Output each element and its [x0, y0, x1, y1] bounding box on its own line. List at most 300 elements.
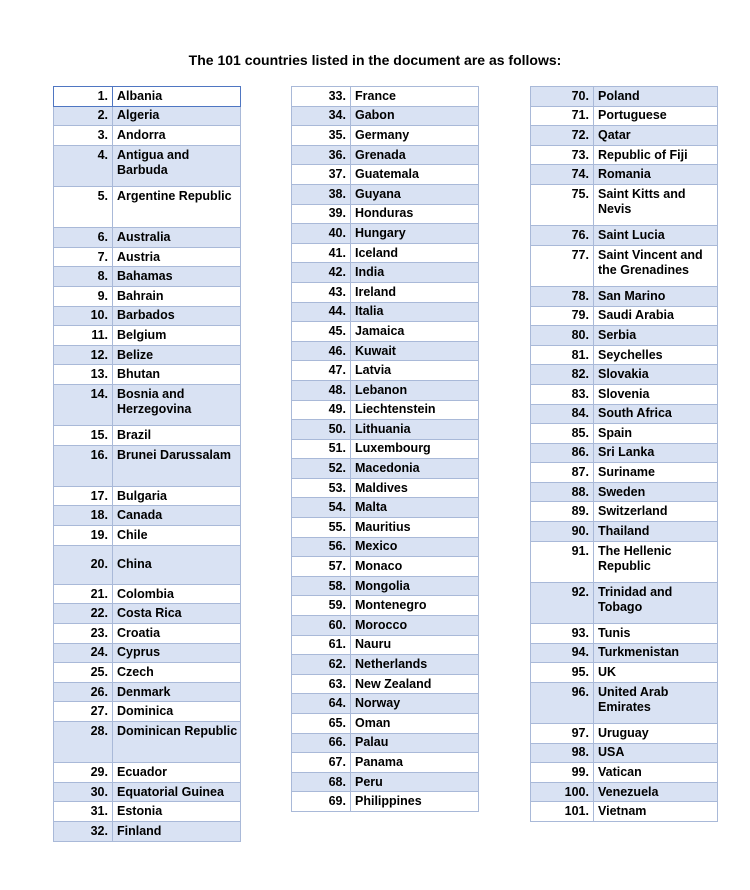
country-number: 16. [54, 445, 113, 486]
country-column-1 [53, 86, 241, 842]
country-row [531, 624, 718, 644]
country-name: New Zealand [351, 674, 479, 694]
country-number: 60. [292, 616, 351, 636]
country-name: Jamaica [351, 322, 479, 342]
country-number: 84. [531, 404, 594, 424]
country-number: 51. [292, 439, 351, 459]
country-name: Morocco [351, 616, 479, 636]
country-row [531, 326, 718, 346]
country-row [54, 106, 241, 126]
country-number: 13. [54, 365, 113, 385]
country-number: 78. [531, 286, 594, 306]
country-row [531, 404, 718, 424]
country-row [292, 341, 479, 361]
country-row [292, 733, 479, 753]
country-row [292, 498, 479, 518]
country-row [54, 782, 241, 802]
country-row [531, 802, 718, 822]
country-number: 40. [292, 224, 351, 244]
country-name: Antigua and Barbuda [113, 145, 241, 186]
country-row [54, 821, 241, 841]
country-name: Bosnia and Herzegovina [113, 384, 241, 425]
country-row [531, 165, 718, 185]
country-number: 46. [292, 341, 351, 361]
country-number: 67. [292, 753, 351, 773]
country-row [531, 763, 718, 783]
country-row [54, 802, 241, 822]
country-row [54, 763, 241, 783]
country-name: Mexico [351, 537, 479, 557]
country-row [531, 782, 718, 802]
country-number: 92. [531, 582, 594, 623]
country-name: Barbados [113, 306, 241, 326]
country-row [531, 306, 718, 326]
country-name: Denmark [113, 682, 241, 702]
country-number: 48. [292, 380, 351, 400]
country-row [292, 537, 479, 557]
country-name: Estonia [113, 802, 241, 822]
country-name: Republic of Fiji [594, 145, 718, 165]
country-row [531, 541, 718, 582]
country-number: 21. [54, 584, 113, 604]
country-name: Seychelles [594, 345, 718, 365]
country-number: 11. [54, 326, 113, 346]
country-number: 72. [531, 126, 594, 146]
country-row [54, 643, 241, 663]
country-name: Venezuela [594, 782, 718, 802]
country-name: Gabon [351, 106, 479, 126]
country-number: 71. [531, 106, 594, 126]
country-number: 37. [292, 165, 351, 185]
country-name: Qatar [594, 126, 718, 146]
country-name: Luxembourg [351, 439, 479, 459]
country-row [292, 380, 479, 400]
country-row [54, 526, 241, 546]
country-number: 61. [292, 635, 351, 655]
country-row [531, 87, 718, 107]
country-name: Macedonia [351, 459, 479, 479]
country-name: Bahamas [113, 267, 241, 287]
country-row [54, 506, 241, 526]
country-row [54, 663, 241, 683]
country-number: 94. [531, 643, 594, 663]
country-name: Maldives [351, 478, 479, 498]
country-name: Uruguay [594, 724, 718, 744]
country-number: 101. [531, 802, 594, 822]
country-name: Equatorial Guinea [113, 782, 241, 802]
country-row [54, 306, 241, 326]
country-name: Bulgaria [113, 486, 241, 506]
country-number: 66. [292, 733, 351, 753]
country-number: 22. [54, 604, 113, 624]
country-row [54, 584, 241, 604]
country-name: Argentine Republic [113, 186, 241, 227]
country-name: Lebanon [351, 380, 479, 400]
country-row [292, 126, 479, 146]
country-name: Hungary [351, 224, 479, 244]
country-number: 28. [54, 722, 113, 763]
country-name: Croatia [113, 624, 241, 644]
country-name: Peru [351, 772, 479, 792]
country-name: Australia [113, 228, 241, 248]
country-name: Colombia [113, 584, 241, 604]
country-number: 83. [531, 384, 594, 404]
country-number: 24. [54, 643, 113, 663]
country-row [54, 186, 241, 227]
country-row [292, 322, 479, 342]
country-name: San Marino [594, 286, 718, 306]
country-number: 64. [292, 694, 351, 714]
country-number: 6. [54, 228, 113, 248]
country-number: 100. [531, 782, 594, 802]
country-row [54, 365, 241, 385]
country-number: 38. [292, 184, 351, 204]
country-name: Austria [113, 247, 241, 267]
country-number: 52. [292, 459, 351, 479]
country-number: 23. [54, 624, 113, 644]
country-row [292, 165, 479, 185]
country-row [54, 267, 241, 287]
country-number: 3. [54, 126, 113, 146]
country-name: Saint Vincent and the Grenadines [594, 245, 718, 286]
country-number: 57. [292, 557, 351, 577]
country-row [54, 384, 241, 425]
country-name: Ecuador [113, 763, 241, 783]
country-number: 59. [292, 596, 351, 616]
country-number: 58. [292, 576, 351, 596]
country-number: 75. [531, 184, 594, 225]
country-number: 76. [531, 226, 594, 246]
country-name: Cyprus [113, 643, 241, 663]
country-name: Ireland [351, 282, 479, 302]
country-row [292, 674, 479, 694]
country-row [54, 624, 241, 644]
country-name: Tunis [594, 624, 718, 644]
country-name: Oman [351, 714, 479, 734]
country-name: Brunei Darussalam [113, 445, 241, 486]
country-number: 50. [292, 420, 351, 440]
country-number: 35. [292, 126, 351, 146]
country-row [292, 635, 479, 655]
country-number: 18. [54, 506, 113, 526]
country-number: 26. [54, 682, 113, 702]
country-row [54, 722, 241, 763]
country-name: Poland [594, 87, 718, 107]
country-name: Albania [113, 87, 241, 107]
country-number: 41. [292, 243, 351, 263]
country-row [531, 463, 718, 483]
country-row [54, 326, 241, 346]
country-row [54, 126, 241, 146]
country-row [292, 714, 479, 734]
country-name: Vietnam [594, 802, 718, 822]
country-name: Chile [113, 526, 241, 546]
country-row [292, 772, 479, 792]
country-row [531, 643, 718, 663]
country-row [292, 263, 479, 283]
country-name: China [113, 545, 241, 584]
country-number: 55. [292, 518, 351, 538]
country-row [531, 482, 718, 502]
country-row [531, 126, 718, 146]
country-row [292, 243, 479, 263]
country-name: Liechtenstein [351, 400, 479, 420]
country-number: 47. [292, 361, 351, 381]
country-number: 42. [292, 263, 351, 283]
country-row [54, 228, 241, 248]
country-name: Montenegro [351, 596, 479, 616]
country-number: 86. [531, 443, 594, 463]
country-row [531, 365, 718, 385]
country-name: Saudi Arabia [594, 306, 718, 326]
country-name: Panama [351, 753, 479, 773]
country-name: Dominica [113, 702, 241, 722]
country-name: Suriname [594, 463, 718, 483]
country-name: Nauru [351, 635, 479, 655]
country-name: Bhutan [113, 365, 241, 385]
country-number: 85. [531, 424, 594, 444]
country-number: 96. [531, 682, 594, 723]
country-name: Brazil [113, 426, 241, 446]
country-name: Czech [113, 663, 241, 683]
country-number: 99. [531, 763, 594, 783]
country-name: Latvia [351, 361, 479, 381]
country-number: 80. [531, 326, 594, 346]
country-number: 15. [54, 426, 113, 446]
country-number: 1. [54, 87, 113, 107]
country-number: 70. [531, 87, 594, 107]
country-name: Turkmenistan [594, 643, 718, 663]
country-row [531, 245, 718, 286]
country-number: 33. [292, 87, 351, 107]
country-name: Lithuania [351, 420, 479, 440]
country-name: Sweden [594, 482, 718, 502]
country-row [54, 702, 241, 722]
country-row [292, 655, 479, 675]
country-number: 14. [54, 384, 113, 425]
country-name: Sri Lanka [594, 443, 718, 463]
country-number: 95. [531, 663, 594, 683]
country-row [531, 384, 718, 404]
country-row [531, 582, 718, 623]
country-name: India [351, 263, 479, 283]
country-number: 43. [292, 282, 351, 302]
country-name: Netherlands [351, 655, 479, 675]
country-number: 34. [292, 106, 351, 126]
country-number: 9. [54, 286, 113, 306]
country-name: Saint Kitts and Nevis [594, 184, 718, 225]
country-name: Spain [594, 424, 718, 444]
country-name: Finland [113, 821, 241, 841]
country-number: 54. [292, 498, 351, 518]
country-row [531, 106, 718, 126]
country-row [531, 743, 718, 763]
country-number: 4. [54, 145, 113, 186]
country-name: Switzerland [594, 502, 718, 522]
country-name: Romania [594, 165, 718, 185]
country-row [292, 204, 479, 224]
country-number: 56. [292, 537, 351, 557]
country-row [292, 145, 479, 165]
country-name: Mongolia [351, 576, 479, 596]
country-number: 82. [531, 365, 594, 385]
country-name: Belgium [113, 326, 241, 346]
country-name: UK [594, 663, 718, 683]
country-name: Canada [113, 506, 241, 526]
country-row [531, 184, 718, 225]
country-number: 79. [531, 306, 594, 326]
country-row [54, 87, 241, 107]
country-column-2 [291, 86, 479, 812]
country-row [292, 282, 479, 302]
country-name: Grenada [351, 145, 479, 165]
country-number: 30. [54, 782, 113, 802]
country-row [531, 502, 718, 522]
country-name: Slovakia [594, 365, 718, 385]
country-number: 8. [54, 267, 113, 287]
country-row [531, 522, 718, 542]
country-name: Palau [351, 733, 479, 753]
country-name: Mauritius [351, 518, 479, 538]
page-title: The 101 countries listed in the document are as follows: [188, 52, 562, 68]
country-name: Germany [351, 126, 479, 146]
country-number: 10. [54, 306, 113, 326]
country-number: 91. [531, 541, 594, 582]
country-name: France [351, 87, 479, 107]
country-number: 74. [531, 165, 594, 185]
country-number: 7. [54, 247, 113, 267]
country-row [54, 426, 241, 446]
country-number: 36. [292, 145, 351, 165]
country-number: 87. [531, 463, 594, 483]
country-row [54, 545, 241, 584]
country-name: Norway [351, 694, 479, 714]
country-number: 2. [54, 106, 113, 126]
country-number: 12. [54, 345, 113, 365]
country-number: 77. [531, 245, 594, 286]
country-row [292, 792, 479, 812]
country-name: Dominican Republic [113, 722, 241, 763]
country-number: 19. [54, 526, 113, 546]
country-number: 68. [292, 772, 351, 792]
country-name: Belize [113, 345, 241, 365]
country-row [531, 286, 718, 306]
country-number: 98. [531, 743, 594, 763]
country-name: The Hellenic Republic [594, 541, 718, 582]
country-name: Algeria [113, 106, 241, 126]
country-name: Thailand [594, 522, 718, 542]
country-name: Honduras [351, 204, 479, 224]
country-row [292, 106, 479, 126]
country-number: 65. [292, 714, 351, 734]
country-number: 27. [54, 702, 113, 722]
country-row [54, 682, 241, 702]
country-name: Andorra [113, 126, 241, 146]
country-row [531, 682, 718, 723]
country-name: Portuguese [594, 106, 718, 126]
country-row [54, 445, 241, 486]
country-row [292, 302, 479, 322]
country-row [54, 286, 241, 306]
country-row [292, 616, 479, 636]
country-row [292, 361, 479, 381]
country-number: 89. [531, 502, 594, 522]
country-row [292, 439, 479, 459]
country-column-3 [530, 86, 718, 822]
country-name: Trinidad and Tobago [594, 582, 718, 623]
country-number: 81. [531, 345, 594, 365]
country-name: Saint Lucia [594, 226, 718, 246]
country-number: 44. [292, 302, 351, 322]
country-row [531, 424, 718, 444]
country-number: 25. [54, 663, 113, 683]
country-name: Iceland [351, 243, 479, 263]
country-number: 93. [531, 624, 594, 644]
country-row [292, 753, 479, 773]
country-name: Kuwait [351, 341, 479, 361]
country-row [531, 226, 718, 246]
country-row [531, 345, 718, 365]
country-number: 97. [531, 724, 594, 744]
country-number: 73. [531, 145, 594, 165]
country-row [531, 724, 718, 744]
country-row [531, 663, 718, 683]
country-number: 31. [54, 802, 113, 822]
country-row [54, 486, 241, 506]
country-row [292, 576, 479, 596]
country-row [292, 694, 479, 714]
country-number: 90. [531, 522, 594, 542]
country-row [54, 345, 241, 365]
country-row [292, 400, 479, 420]
country-row [531, 145, 718, 165]
country-number: 5. [54, 186, 113, 227]
country-name: Costa Rica [113, 604, 241, 624]
country-name: Slovenia [594, 384, 718, 404]
country-number: 88. [531, 482, 594, 502]
country-number: 39. [292, 204, 351, 224]
country-row [531, 443, 718, 463]
country-row [54, 604, 241, 624]
country-name: Philippines [351, 792, 479, 812]
country-number: 53. [292, 478, 351, 498]
country-name: Monaco [351, 557, 479, 577]
country-row [292, 596, 479, 616]
country-name: Guyana [351, 184, 479, 204]
country-number: 63. [292, 674, 351, 694]
country-row [292, 518, 479, 538]
country-row [54, 247, 241, 267]
country-row [292, 87, 479, 107]
country-row [292, 478, 479, 498]
country-number: 20. [54, 545, 113, 584]
country-number: 29. [54, 763, 113, 783]
country-row [292, 557, 479, 577]
country-name: Guatemala [351, 165, 479, 185]
country-name: Bahrain [113, 286, 241, 306]
country-row [292, 184, 479, 204]
country-name: Italia [351, 302, 479, 322]
country-name: Serbia [594, 326, 718, 346]
country-row [292, 224, 479, 244]
country-number: 45. [292, 322, 351, 342]
country-number: 49. [292, 400, 351, 420]
country-row [292, 459, 479, 479]
country-name: South Africa [594, 404, 718, 424]
country-row [292, 420, 479, 440]
country-name: USA [594, 743, 718, 763]
country-number: 32. [54, 821, 113, 841]
